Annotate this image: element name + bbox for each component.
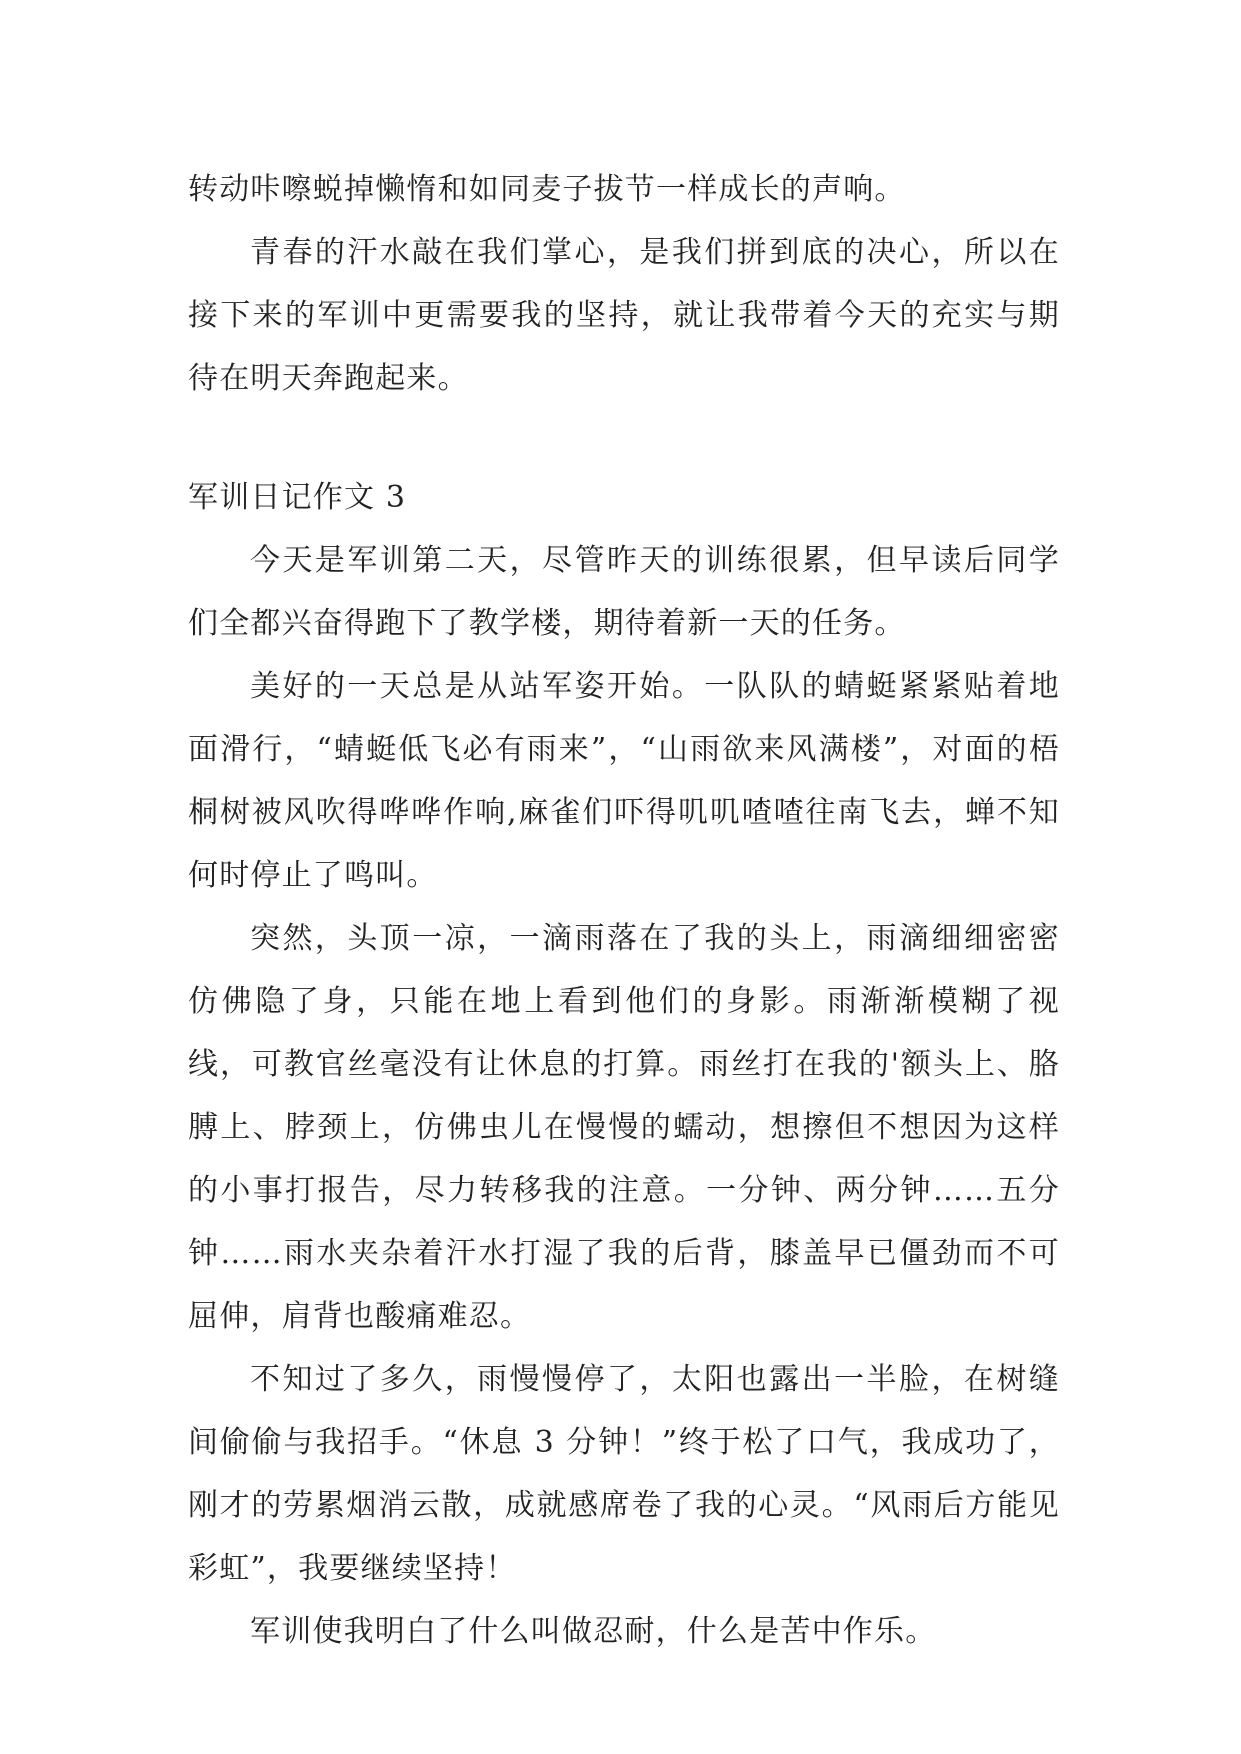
section-spacer	[188, 410, 1060, 466]
section-title: 军训日记作文 3	[188, 480, 407, 515]
paragraph-conclusion: 军训使我明白了什么叫做忍耐，什么是苦中作乐。	[250, 1614, 937, 1649]
document-page	[188, 158, 1060, 1663]
paragraph-youth-sweat: 青春的汗水敲在我们掌心，是我们拼到底的决心，所以在接下来的军训中更需要我的坚持，就让我带着今天的充实与期待在明天奔跑起来。	[188, 235, 1060, 396]
paragraph-rest: 不知过了多久，雨慢慢停了，太阳也露出一半脸，在树缝间偷偷与我招手。“休息 3 分钟！”终于松了口气，我成功了，刚才的劳累烟消云散，成就感席卷了我的心灵。“风雨后方能见彩虹”，我要继续坚持！	[188, 1362, 1060, 1586]
paragraph-standing-posture: 美好的一天总是从站军姿开始。一队队的蜻蜓紧紧贴着地面滑行，“蜻蜓低飞必有雨来”，“山雨欲来风满楼”，对面的梧桐树被风吹得哗哗作响,麻雀们吓得叽叽喳喳往南飞去，蝉不知何时停止了鸣叫。	[188, 669, 1060, 893]
paragraph-rain: 突然，头顶一凉，一滴雨落在了我的头上，雨滴细细密密仿佛隐了身，只能在地上看到他们的身影。雨渐渐模糊了视线，可教官丝毫没有让休息的打算。雨丝打在我的'额头上、胳膊上、脖颈上，仿佛虫儿在慢慢的蠕动，想擦但不想因为这样的小事打报告，尽力转移我的注意。一分钟、两分钟……五分钟……雨水夹杂着汗水打湿了我的后背，膝盖早已僵劲而不可屈伸，肩背也酸痛难忍。	[188, 921, 1060, 1334]
paragraph-day-two: 今天是军训第二天，尽管昨天的训练很累，但早读后同学们全都兴奋得跑下了教学楼，期待着新一天的任务。	[188, 543, 1060, 641]
paragraph-continued: 转动咔嚓蜕掉懒惰和如同麦子拔节一样成长的声响。	[188, 172, 906, 207]
